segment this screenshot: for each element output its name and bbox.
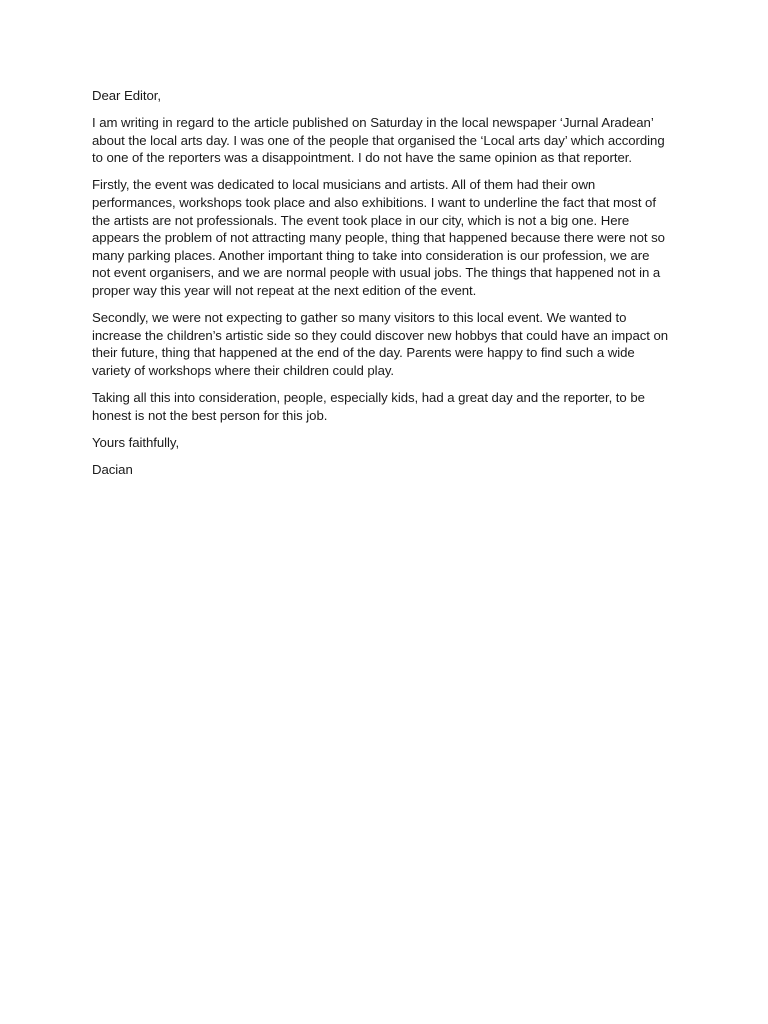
paragraph-line: about the local arts day. I was one of the people that organised the ‘Local arts day’ which according [92,132,665,148]
paragraph-line: I am writing in regard to the article published on Saturday in the local newspaper ‘Jurnal Aradean’ [92,115,654,131]
paragraph-line: not event organisers, and we are normal people with usual jobs. The things that happened not in a [92,265,661,281]
salutation: Dear Editor, [92,88,162,103]
paragraph-3 [92,309,676,379]
paragraph-line: to one of the reporters was a disappointment. I do not have the same opinion as that reporter. [92,150,632,166]
paragraph-line: variety of workshops where their children could play. [92,362,395,378]
signature: Dacian [92,461,133,477]
paragraph-line: Taking all this into consideration, people, especially kids, had a great day and the reporter, to be [92,389,645,405]
paragraph-line: Firstly, the event was dedicated to local musicians and artists. All of them had their own [92,177,596,193]
paragraph-line: many parking places. Another important thing to take into consideration is our profession, we are [92,247,650,263]
paragraph-line: Secondly, we were not expecting to gather so many visitors to this local event. We wanted to [92,310,627,326]
closing: Yours faithfully, [92,434,180,450]
paragraph-line: increase the children’s artistic side so they could discover new hobbys that could have an impact on [92,327,669,343]
paragraph-line: performances, workshops took place and also exhibitions. I want to underline the fact that most of [92,194,656,210]
paragraph-line: proper way this year will not repeat at the next edition of the event. [92,282,477,298]
paragraph-1 [92,114,676,167]
paragraph-line: honest is not the best person for this job. [92,407,328,423]
paragraph-4 [92,389,676,424]
paragraph-line: the artists are not professionals. The event took place in our city, which is not a big one. Here [92,212,630,228]
letter-body [92,87,676,488]
paragraph-line: appears the problem of not attracting many people, thing that happened because there were not so [92,230,665,246]
paragraph-line: their future, thing that happened at the end of the day. Parents were happy to find such a wide [92,345,635,361]
paragraph-2 [92,176,676,299]
